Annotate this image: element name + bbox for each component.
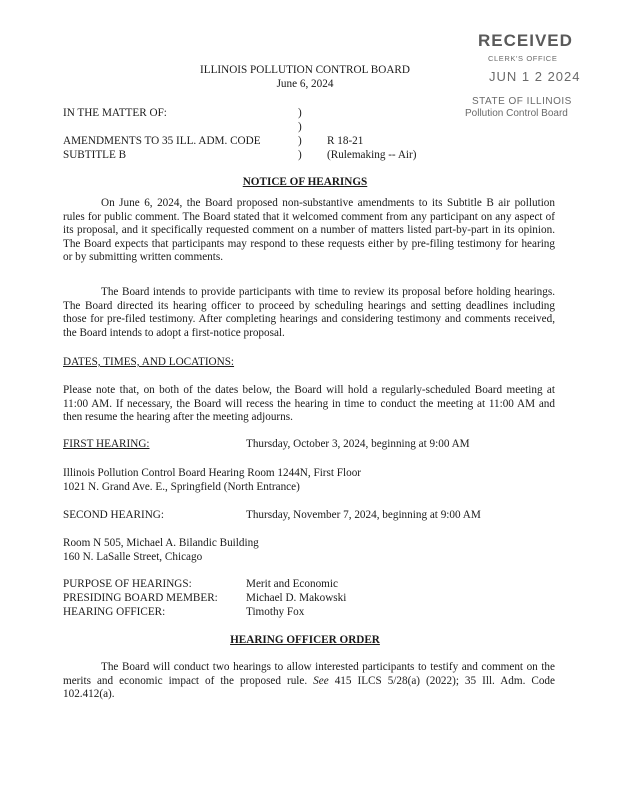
caption-paren: ) [298,135,302,147]
agency-title: ILLINOIS POLLUTION CONTROL BOARD [200,64,410,76]
caption-subtitle: SUBTITLE B [63,149,127,161]
first-hearing-date: Thursday, October 3, 2024, beginning at 9:00 AM [246,438,470,450]
first-hearing-address: 1021 N. Grand Ave. E., Springfield (North Entrance) [63,481,300,493]
first-hearing-label: FIRST HEARING: [63,438,150,450]
stamp-clerks-office: CLERK'S OFFICE [488,54,558,63]
second-hearing-date: Thursday, November 7, 2024, beginning at 9:00 AM [246,509,481,521]
received-stamp: RECEIVED [478,31,573,50]
caption-matter: IN THE MATTER OF: [63,107,167,119]
first-hearing-location: Illinois Pollution Control Board Hearing Room 1244N, First Floor [63,467,362,479]
document-date: June 6, 2024 [276,78,334,90]
notice-title: NOTICE OF HEARINGS [242,176,368,188]
citation-signal: See [313,674,329,687]
dates-heading: DATES, TIMES, AND LOCATIONS: [63,356,235,368]
notice-paragraph-1: On June 6, 2024, the Board proposed non-substantive amendments to its Subtitle B air pollution rules for public comment. The Board stated that it welcomed comment from any participant on any aspect of its proposal, and it specifically requested comment on a number of matters listed part-by-part in its opinion. The Board expects that participants may respond to these requests either by pre-filing testimony for hearing or by submitting written comments. [63,197,555,264]
dates-intro: Please note that, on both of the dates below, the Board will hold a regularly-scheduled Board meeting at 11:00 AM. If necessary, the Board will recess the hearing in time to conduct the meeting at 11:00 AM and then resume the hearing after the meeting adjourns. [63,384,555,424]
caption-amendments: AMENDMENTS TO 35 ILL. ADM. CODE [63,135,261,147]
purpose-label: PURPOSE OF HEARINGS: [63,578,192,590]
stamp-board: Pollution Control Board [465,108,568,119]
order-title: HEARING OFFICER ORDER [230,634,380,646]
second-hearing-label: SECOND HEARING: [63,509,164,521]
second-hearing-location: Room N 505, Michael A. Bilandic Building [63,537,259,549]
order-text: The Board will conduct two hearings to allow interested participants to testify and comment on the merits and economic impact of the proposed rule. [63,661,555,687]
docket-type: (Rulemaking -- Air) [327,149,417,161]
presiding-member-label: PRESIDING BOARD MEMBER: [63,592,218,604]
caption-paren: ) [298,121,302,133]
order-paragraph [63,661,555,702]
stamp-date: JUN 1 2 2024 [489,69,581,84]
notice-paragraph-2: The Board intends to provide participants with time to review its proposal before holding hearings. The Board directed its hearing officer to proceed by scheduling hearings and setting deadlines including those for pre-filed testimony. After completing hearings and considering testimony and comments received, the Board intends to adopt a first-notice proposal. [63,286,555,339]
second-hearing-address: 160 N. LaSalle Street, Chicago [63,551,203,563]
order-citation: 415 ILCS 5/28(a) (2022); 35 Ill. Adm. Code 102.412(a). [63,674,555,701]
presiding-member-value: Michael D. Makowski [246,592,347,604]
docket-number: R 18-21 [327,135,364,147]
caption-paren: ) [298,149,302,161]
hearing-officer-label: HEARING OFFICER: [63,606,166,618]
stamp-state: STATE OF ILLINOIS [472,96,572,107]
caption-paren: ) [298,107,302,119]
purpose-value: Merit and Economic [246,578,338,590]
hearing-officer-value: Timothy Fox [246,606,305,618]
